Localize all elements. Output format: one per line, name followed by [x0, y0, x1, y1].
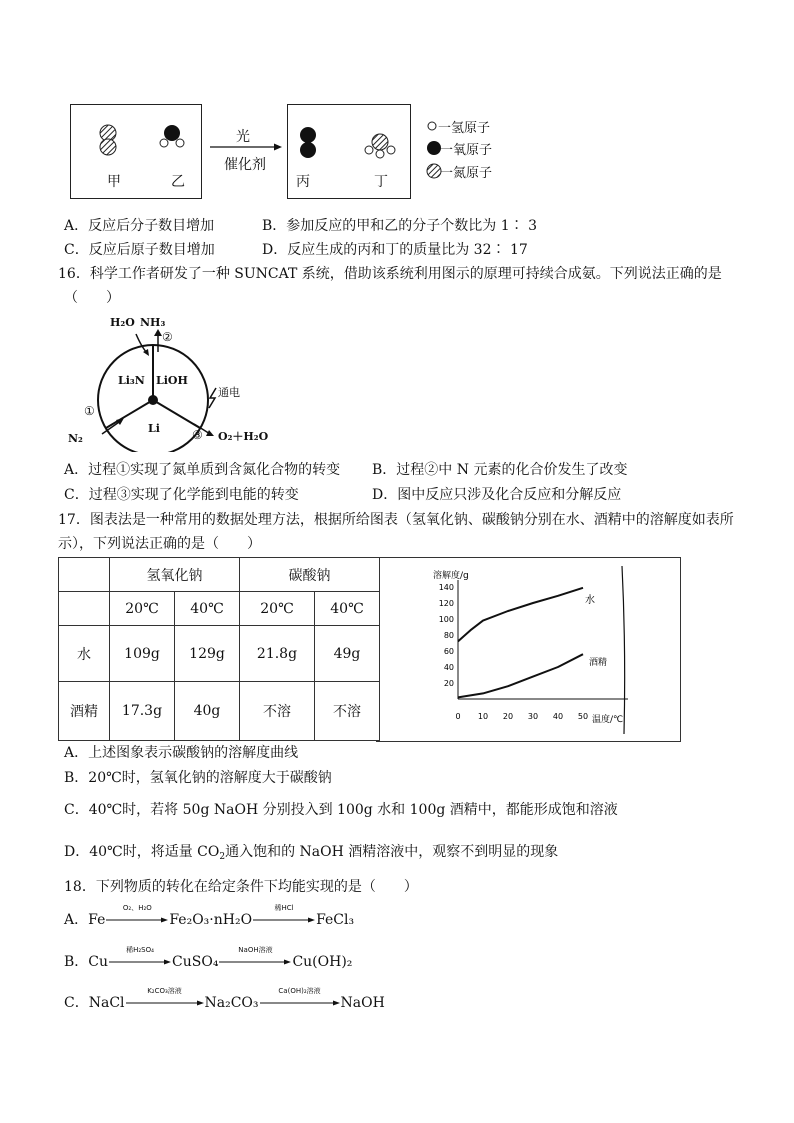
- species: Cu: [88, 954, 109, 970]
- nitrogen-atom-icon: [372, 134, 388, 150]
- hydrogen-atom-icon: [176, 139, 184, 147]
- table-header-na2co3: 碳酸钠: [240, 558, 380, 592]
- legend-oxygen: 一氧原子: [440, 143, 493, 158]
- table-row: [59, 682, 380, 741]
- arrow-condition: 稀HCl: [274, 904, 294, 912]
- conversion-arrow: [126, 987, 204, 1008]
- table-cell: 40g: [175, 682, 240, 741]
- y-tick-label: 20: [443, 679, 454, 688]
- species: NaCl: [88, 995, 125, 1011]
- label-jia: 甲: [107, 174, 121, 190]
- q18-option-b: [64, 946, 353, 972]
- species: Na₂CO₃: [204, 995, 259, 1011]
- conversion-arrow: [106, 904, 168, 925]
- option-label: A．: [64, 912, 89, 928]
- y-tick-label: 100: [438, 615, 454, 624]
- q17-option-d-sub: 2: [219, 852, 226, 862]
- table-cell: 不溶: [315, 682, 380, 741]
- chart-border-line: [622, 566, 625, 734]
- arrow-condition-catalyst: 催化剂: [224, 157, 266, 173]
- label-electrolysis: 通电: [218, 386, 240, 399]
- species: Fe: [88, 912, 106, 928]
- chart-ylabel: 溶解度/g: [433, 571, 469, 581]
- table-header-naoh: 氢氧化钠: [110, 558, 240, 592]
- species: CuSO₄: [172, 954, 219, 970]
- label-nh3: NH₃: [140, 316, 166, 329]
- arrow-condition: Ca(OH)₂溶液: [278, 987, 321, 995]
- y-tick-label: 120: [438, 599, 454, 608]
- arrow-condition-light: 光: [236, 129, 250, 145]
- table-cell: 21.8g: [240, 626, 315, 682]
- q17-option-b: B．20℃时，氢氧化钠的溶解度大于碳酸钠: [64, 770, 332, 786]
- q16-option-a: A．过程①实现了氮单质到含氮化合物的转变: [64, 462, 341, 478]
- label-bing: 丙: [296, 174, 310, 190]
- option-label: C．: [64, 995, 89, 1011]
- species: Fe₂O₃·nH₂O: [169, 912, 253, 928]
- hydrogen-atom-icon: [376, 150, 384, 158]
- row-label-water: 水: [59, 626, 110, 682]
- q18-option-a: [64, 904, 355, 930]
- hydrogen-atom-icon: [365, 146, 373, 154]
- q16-option-d: D．图中反应只涉及化合反应和分解反应: [372, 487, 622, 503]
- x-tick-label: 0: [455, 712, 461, 721]
- series-line-1: [458, 654, 583, 697]
- label-process-1: ①: [84, 404, 95, 418]
- table-corner-2: [59, 592, 110, 626]
- suncat-diagram: [64, 312, 294, 452]
- label-process-3: ③: [192, 428, 203, 442]
- x-tick-label: 40: [552, 712, 564, 721]
- q15-option-b: B．参加反应的甲和乙的分子个数比为 1∶ 3: [262, 218, 538, 234]
- series-line-0: [458, 588, 583, 642]
- solubility-table: [58, 557, 380, 741]
- conversion-arrow: [260, 987, 340, 1008]
- table-cell: 17.3g: [110, 682, 175, 741]
- arrow-condition: O₂、H₂O: [122, 904, 152, 912]
- q16-stem-bracket: （ ）: [64, 290, 120, 306]
- species: FeCl₃: [316, 912, 355, 928]
- label-o2-h2o: O₂＋H₂O: [218, 430, 269, 443]
- arrow-condition: 稀H₂SO₄: [126, 946, 154, 954]
- q16-stem: 16．科学工作者研发了一种 SUNCAT 系统，借助该系统利用图示的原理可持续合成氨。下列说法正确的是: [58, 266, 722, 282]
- reactant-panel: [70, 104, 202, 199]
- hydrogen-atom-icon: [387, 146, 395, 154]
- label-yi: 乙: [171, 174, 185, 190]
- hydrogen-atom-icon: [160, 139, 168, 147]
- legend-nitrogen: 一氮原子: [440, 166, 493, 181]
- q17-option-d-post: 通入饱和的 NaOH 酒精溶液中，观察不到明显的现象: [225, 844, 559, 860]
- q18-option-c: [64, 987, 385, 1013]
- y-tick-label: 40: [443, 663, 454, 672]
- oxygen-atom-icon: [300, 142, 316, 158]
- q17-option-a: A．上述图象表示碳酸钠的溶解度曲线: [64, 745, 299, 761]
- arrow-condition: NaOH溶液: [238, 946, 273, 954]
- q17-option-d-pre: D．40℃时，将适量 CO: [64, 844, 220, 860]
- option-label: B．: [64, 954, 89, 970]
- label-li3n: Li₃N: [118, 374, 145, 387]
- q15-option-a: A．反应后分子数目增加: [64, 218, 215, 234]
- table-cell: 49g: [315, 626, 380, 682]
- conversion-arrow: [219, 946, 291, 967]
- species: Cu(OH)₂: [292, 954, 353, 970]
- q17-stem-cont: 示），下列说法正确的是（ ）: [58, 536, 261, 552]
- table-cell: 109g: [110, 626, 175, 682]
- x-tick-label: 30: [527, 712, 539, 721]
- arrow-condition: K₂CO₃溶液: [147, 987, 182, 995]
- label-ding: 丁: [374, 174, 388, 190]
- q15-option-d: D．反应生成的丙和丁的质量比为 32∶ 17: [262, 242, 528, 258]
- q17-option-d: [64, 842, 558, 867]
- electricity-icon: [209, 388, 216, 408]
- product-panel: [287, 104, 411, 199]
- table-cell: 不溶: [240, 682, 315, 741]
- legend-hydrogen: 一氢原子: [438, 121, 491, 136]
- hydrogen-atom-icon: [428, 122, 436, 130]
- q18-stem: 18．下列物质的转化在给定条件下均能实现的是（ ）: [64, 879, 418, 895]
- species: NaOH: [340, 995, 385, 1011]
- table-temp: 40℃: [315, 592, 380, 626]
- q15-option-c: C．反应后原子数目增加: [64, 242, 215, 258]
- y-tick-label: 80: [443, 631, 454, 640]
- x-tick-label: 10: [477, 712, 489, 721]
- oxygen-atom-icon: [164, 125, 180, 141]
- table-corner: [59, 558, 110, 592]
- q16-option-b: B．过程②中 N 元素的化合价发生了改变: [372, 462, 628, 478]
- series-label-water: 水: [585, 595, 595, 606]
- table-row: [59, 626, 380, 682]
- solubility-chart: [376, 558, 680, 741]
- x-tick-label: 20: [502, 712, 514, 721]
- label-li: Li: [148, 422, 160, 435]
- conversion-arrow: [109, 946, 171, 967]
- solubility-chart-box: [376, 557, 681, 742]
- table-temp: 40℃: [175, 592, 240, 626]
- table-cell: 129g: [175, 626, 240, 682]
- table-temp: 20℃: [240, 592, 315, 626]
- label-n2: N₂: [68, 432, 83, 445]
- x-tick-label: 50: [577, 712, 589, 721]
- row-label-alcohol: 酒精: [59, 682, 110, 741]
- reaction-arrow: [208, 142, 284, 152]
- conversion-arrow: [253, 904, 315, 925]
- q17-stem: 17．图表法是一种常用的数据处理方法，根据所给图表（氢氧化钠、碳酸钠分别在水、酒精中的溶解度如表所: [58, 512, 734, 528]
- chart-xlabel: 温度/℃: [592, 715, 624, 725]
- y-tick-label: 60: [443, 647, 454, 656]
- series-label-alcohol: 酒精: [589, 658, 608, 668]
- label-lioh: LiOH: [156, 374, 188, 387]
- q17-option-c: C．40℃时，若将 50g NaOH 分别投入到 100g 水和 100g 酒精中，都能形成饱和溶液: [64, 802, 618, 818]
- oxygen-atom-icon: [300, 127, 316, 143]
- label-process-2: ②: [162, 330, 173, 344]
- nitrogen-atom-icon: [427, 164, 441, 178]
- q16-option-c: C．过程③实现了化学能到电能的转变: [64, 487, 299, 503]
- label-h2o: H₂O: [110, 316, 135, 329]
- y-tick-label: 140: [438, 583, 454, 592]
- table-temp: 20℃: [110, 592, 175, 626]
- nitrogen-atom-icon: [100, 139, 116, 155]
- oxygen-atom-icon: [427, 141, 441, 155]
